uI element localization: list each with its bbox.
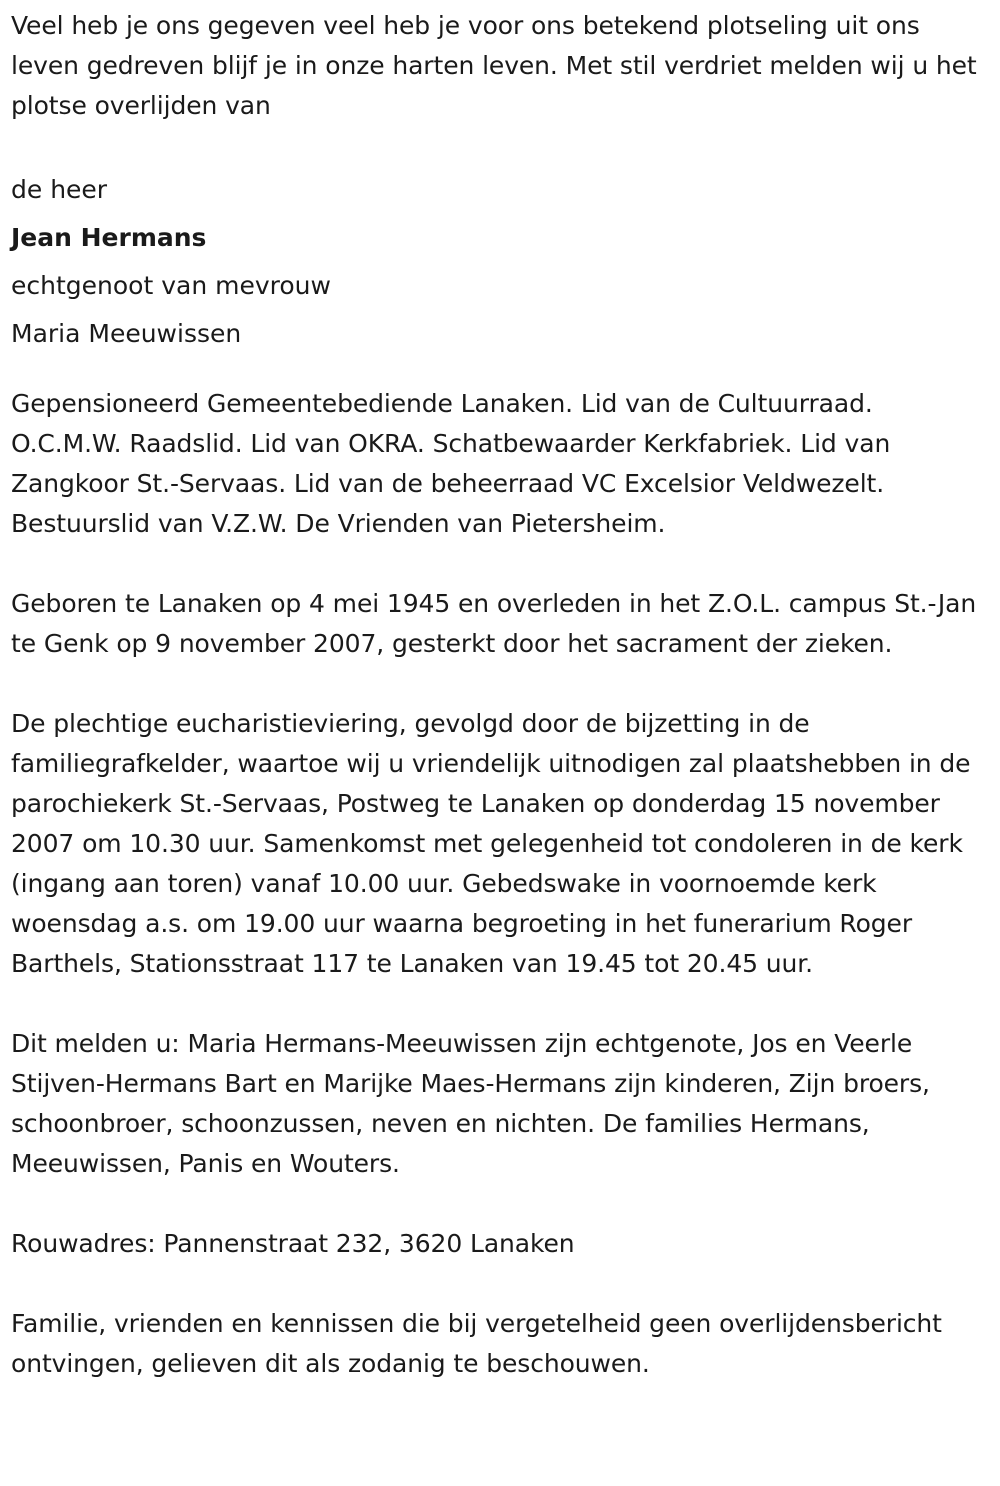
spouse-name: Maria Meeuwissen (11, 319, 242, 348)
spacer (11, 984, 990, 1024)
spacer (11, 544, 990, 584)
spacer (11, 126, 990, 166)
birth-death-paragraph: Geboren te Lanaken op 4 mei 1945 en overleden in het Z.O.L. campus St.-Jan te Genk op 9 november 2007, gesterkt door het sacrament der zieken. (11, 589, 977, 658)
spouse-label: echtgenoot van mevrouw (11, 271, 331, 300)
title-line: de heer (11, 175, 108, 204)
address-line: Rouwadres: Pannenstraat 232, 3620 Lanaken (11, 1229, 575, 1258)
intro-paragraph: Veel heb je ons gegeven veel heb je voor ons betekend plotseling uit ons leven gedreven blijf je in onze harten leven. Met stil verdriet melden wij u het plotse overlijden van (11, 11, 977, 120)
closing-paragraph: Familie, vrienden en kennissen die bij vergetelheid geen overlijdensbericht ontvingen, gelieven dit als zodanig te beschouwen. (11, 1309, 942, 1378)
spacer (11, 358, 990, 384)
spacer (11, 1184, 990, 1224)
deceased-name: Jean Hermans (11, 223, 207, 252)
roles-paragraph: Gepensioneerd Gemeentebediende Lanaken. Lid van de Cultuurraad. O.C.M.W. Raadslid. Lid van OKRA. Schatbewaarder Kerkfabriek. Lid van Zangkoor St.-Servaas. Lid van de beheerraad VC Excelsior Veldwezelt. Bestuurslid van V.Z.W. De Vrienden van Pietersheim. (11, 389, 891, 538)
family-paragraph: Dit melden u: Maria Hermans-Meeuwissen zijn echtgenote, Jos en Veerle Stijven-Hermans Bart en Marijke Maes-Hermans zijn kinderen, Zijn broers, schoonbroer, schoonzussen, neven en nichten. De families Hermans, Meeuwissen, Panis en Wouters. (11, 1029, 930, 1178)
spacer (11, 664, 990, 704)
spacer (11, 1264, 990, 1304)
ceremony-paragraph: De plechtige eucharistieviering, gevolgd door de bijzetting in de familiegrafkelder, waartoe wij u vriendelijk uitnodigen zal plaatshebben in de parochiekerk St.-Servaas, Postweg te Lanaken op donderdag 15 november 2007 om 10.30 uur. Samenkomst met gelegenheid tot condoleren in de kerk (ingang aan toren) vanaf 10.00 uur. Gebedswake in voornoemde kerk woensdag a.s. om 19.00 uur waarna begroeting in het funerarium Roger Barthels, Stationsstraat 117 te Lanaken van 19.45 tot 20.45 uur. (11, 709, 971, 978)
